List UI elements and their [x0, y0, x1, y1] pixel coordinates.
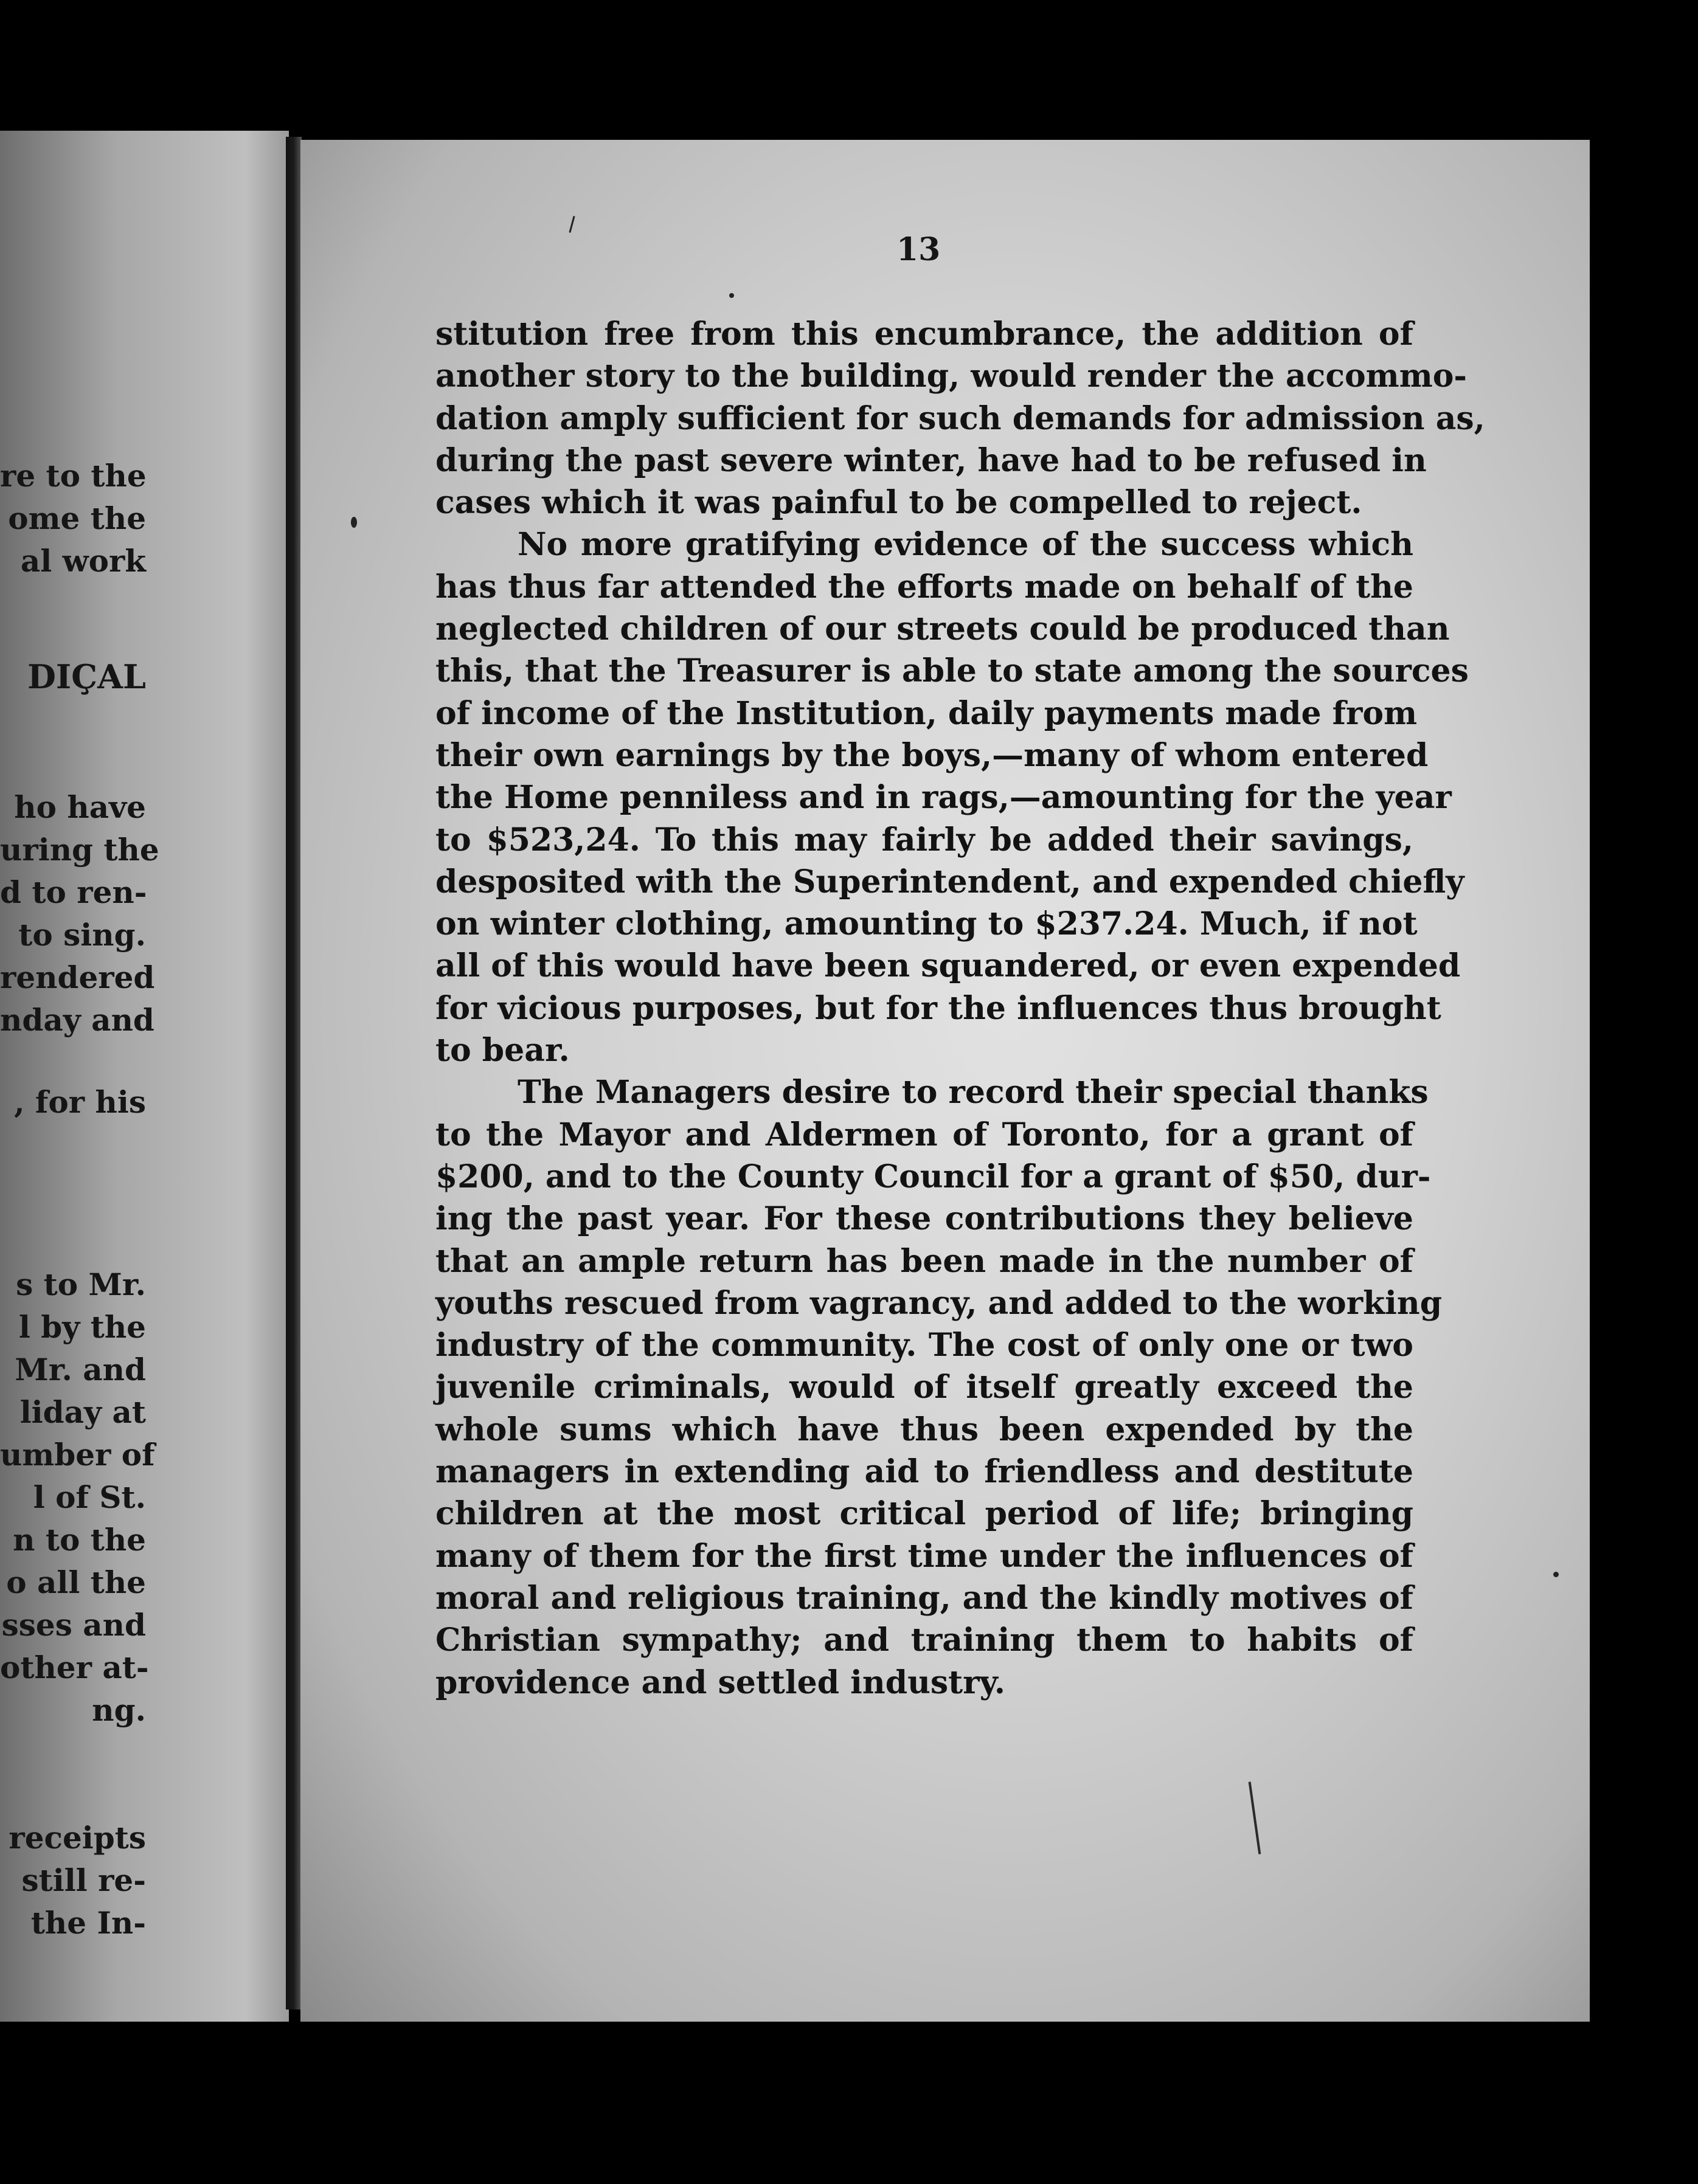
- text-line: neglected children of our streets could be produced than: [435, 610, 1450, 648]
- paragraph-2: [435, 524, 1469, 1071]
- left-fragment: l of St.: [33, 1479, 146, 1515]
- ink-speck: [569, 216, 575, 233]
- left-fragment: ome the: [8, 500, 146, 536]
- left-fragment: other at-: [0, 1650, 149, 1685]
- text-line: cases which it was painful to be compelled to reject.: [435, 484, 1362, 522]
- left-fragment: n to the: [13, 1522, 146, 1558]
- left-fragment: liday at: [19, 1394, 146, 1430]
- left-fragment: o all the: [6, 1564, 146, 1600]
- text-line: whole sums which have thus been expended by the: [435, 1411, 1413, 1448]
- text-line: No more gratifying evidence of the success which: [518, 526, 1413, 564]
- left-fragment: l by the: [18, 1309, 146, 1345]
- left-fragment: sses and: [1, 1607, 146, 1643]
- text-line: desposited with the Superintendent, and expended chiefly: [435, 863, 1464, 900]
- book-gutter: [286, 137, 302, 2009]
- text-line: managers in extending aid to friendless and destitute: [435, 1453, 1413, 1491]
- paragraph-3: [435, 1071, 1443, 1703]
- left-page: [0, 131, 289, 2022]
- text-line: ing the past year. For these contributions they believe: [435, 1200, 1413, 1238]
- text-line: this, that the Treasurer is able to state among the sources: [435, 652, 1469, 690]
- left-fragment: receipts: [9, 1820, 146, 1856]
- text-line: many of them for the first time under the influences of: [435, 1537, 1413, 1575]
- left-section-heading: DIÇAL: [27, 657, 146, 696]
- left-fragment: rendered: [0, 959, 155, 995]
- left-fragment: uring the: [0, 832, 159, 868]
- left-fragment: ho have: [14, 789, 146, 825]
- left-fragment: still re-: [21, 1862, 146, 1898]
- text-line: moral and religious training, and the kindly motives of: [435, 1579, 1413, 1617]
- ink-speck: [729, 293, 734, 298]
- text-line: providence and settled industry.: [435, 1664, 1005, 1701]
- left-fragment: re to the: [0, 458, 147, 494]
- text-line: children at the most critical period of life; bringing: [435, 1495, 1413, 1533]
- paragraph-1: [435, 313, 1485, 524]
- pencil-mark: [1249, 1781, 1261, 1854]
- text-line: that an ample return has been made in the number of: [435, 1242, 1413, 1280]
- text-line: to the Mayor and Aldermen of Toronto, for a grant of: [435, 1116, 1413, 1153]
- text-line: The Managers desire to record their special thanks: [518, 1074, 1429, 1111]
- left-fragment: s to Mr.: [16, 1267, 146, 1302]
- text-line: all of this would have been squandered, or even expended: [435, 947, 1461, 985]
- left-fragment: Mr. and: [15, 1352, 146, 1387]
- left-fragment: umber of: [0, 1437, 155, 1473]
- text-line: Christian sympathy; and training them to habits of: [435, 1622, 1413, 1659]
- text-line: the Home penniless and in rags,—amounting for the year: [435, 779, 1452, 817]
- text-line: juvenile criminals, would of itself greatly exceed the: [435, 1369, 1413, 1406]
- right-page: [300, 140, 1590, 2022]
- left-fragment: the In-: [30, 1905, 146, 1941]
- body-text: [435, 313, 1485, 1704]
- left-fragment: d to ren-: [0, 874, 147, 910]
- text-line: stitution free from this encumbrance, the addition of: [435, 316, 1413, 353]
- text-line: another story to the building, would render the accommo-: [435, 358, 1467, 395]
- left-fragment: to sing.: [18, 917, 146, 953]
- text-line: industry of the community. The cost of only one or two: [435, 1327, 1413, 1364]
- text-line: to $523,24. To this may fairly be added their savings,: [435, 821, 1413, 859]
- ink-speck: [351, 517, 357, 528]
- text-line: during the past severe winter, have had to be refused in: [435, 441, 1427, 479]
- text-line: to bear.: [435, 1032, 570, 1070]
- left-fragment: nday and: [0, 1002, 154, 1038]
- text-line: for vicious purposes, but for the influences thus brought: [435, 989, 1441, 1027]
- page-number: 13: [896, 231, 941, 268]
- text-line: their own earnings by the boys,—many of whom entered: [435, 736, 1429, 774]
- text-line: has thus far attended the efforts made on behalf of the: [435, 568, 1413, 606]
- text-line: of income of the Institution, daily payments made from: [435, 694, 1418, 732]
- ink-speck: [1553, 1572, 1559, 1577]
- text-line: youths rescued from vagrancy, and added to the working: [435, 1284, 1443, 1322]
- left-fragment: ng.: [92, 1692, 146, 1728]
- left-fragment: , for his: [14, 1084, 146, 1120]
- left-fragment: al work: [20, 543, 146, 579]
- text-line: on winter clothing, amounting to $237.24. Much, if not: [435, 905, 1418, 943]
- text-line: dation amply sufficient for such demands for admission as,: [435, 399, 1485, 437]
- text-line: $200, and to the County Council for a grant of $50, dur-: [435, 1158, 1431, 1195]
